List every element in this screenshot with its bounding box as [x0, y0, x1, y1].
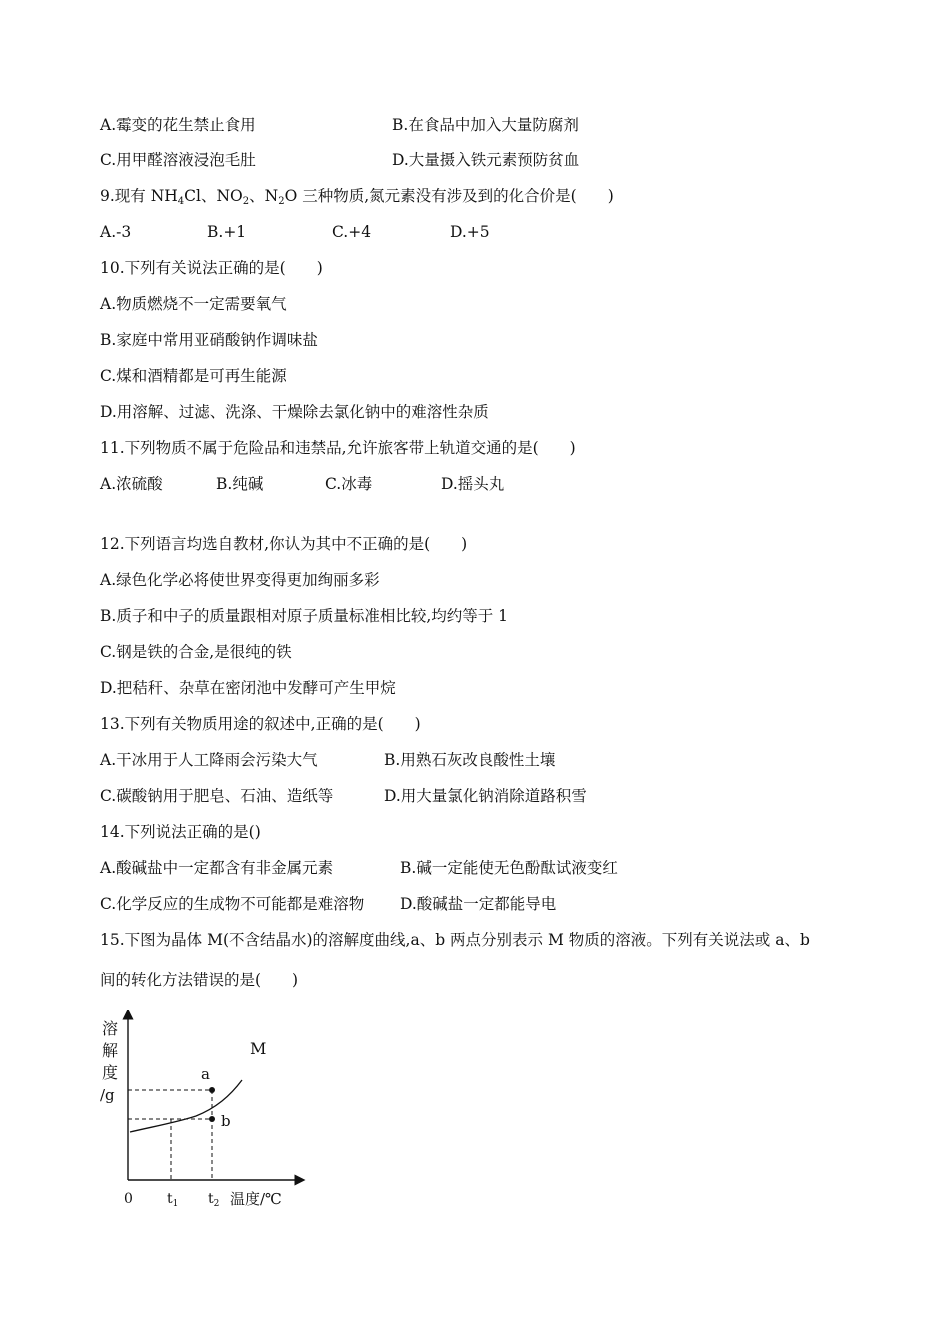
q9-stem-part: 9.现有 NH: [100, 187, 178, 205]
q9-option-b: B.+1: [207, 223, 247, 241]
x-axis-label: 温度/℃: [230, 1190, 282, 1208]
q13-option-b: B.用熟石灰改良酸性土壤: [384, 751, 556, 769]
q15-stem-line2: 间的转化方法错误的是( ): [100, 971, 299, 989]
q9-subscript: 2: [278, 196, 285, 207]
q8-option-b: B.在食品中加入大量防腐剂: [392, 116, 579, 134]
q13-option-c: C.碳酸钠用于肥皂、石油、造纸等: [100, 787, 334, 805]
origin-label: 0: [124, 1191, 133, 1207]
q11-option-a: A.浓硫酸: [100, 475, 163, 493]
q13-stem: 13.下列有关物质用途的叙述中,正确的是( ): [100, 715, 421, 733]
q9-option-d: D.+5: [450, 223, 490, 241]
q11-option-d: D.摇头丸: [441, 475, 505, 493]
q15-stem-line1: 15.下图为晶体 M(不含结晶水)的溶解度曲线,a、b 两点分别表示 M 物质的溶液。下列有关说法或 a、b: [100, 931, 810, 949]
q13-option-a: A.干冰用于人工降雨会污染大气: [100, 751, 318, 769]
q12-stem: 12.下列语言均选自教材,你认为其中不正确的是( ): [100, 535, 468, 553]
q12-option-c: C.钢是铁的合金,是很纯的铁: [100, 643, 292, 661]
q12-option-a: A.绿色化学必将使世界变得更加绚丽多彩: [100, 571, 380, 589]
q9-stem: [100, 186, 614, 206]
y-axis-label-char: 溶: [102, 1019, 119, 1038]
t1-label: [167, 1191, 178, 1209]
t2-base: t: [208, 1191, 214, 1207]
point-b-label: b: [221, 1112, 231, 1130]
q9-subscript: 4: [177, 196, 185, 207]
curve-label: M: [250, 1039, 267, 1058]
y-axis-label-char: 解: [102, 1041, 119, 1060]
point-a-label: a: [201, 1065, 210, 1083]
solubility-curve-figure: [96, 1010, 326, 1210]
q14-option-a: A.酸碱盐中一定都含有非金属元素: [100, 859, 334, 877]
point-a: [209, 1087, 215, 1093]
q14-option-b: B.碱一定能使无色酚酞试液变红: [400, 859, 618, 877]
q10-option-a: A.物质燃烧不一定需要氧气: [100, 295, 287, 313]
t1-subscript: 1: [172, 1199, 179, 1209]
q12-option-d: D.把秸秆、杂草在密闭池中发酵可产生甲烷: [100, 679, 396, 697]
q8-option-c: C.用甲醛溶液浸泡毛肚: [100, 151, 256, 169]
q8-option-d: D.大量摄入铁元素预防贫血: [392, 151, 580, 169]
point-b: [209, 1116, 215, 1122]
q9-option-a: A.-3: [100, 223, 132, 241]
q10-option-d: D.用溶解、过滤、洗涤、干燥除去氯化钠中的难溶性杂质: [100, 403, 489, 421]
q8-option-a: A.霉变的花生禁止食用: [100, 116, 256, 134]
q9-option-c: C.+4: [332, 223, 372, 241]
q9-stem-part: O 三种物质,氮元素没有涉及到的化合价是( ): [284, 187, 614, 205]
q14-option-c: C.化学反应的生成物不可能都是难溶物: [100, 895, 365, 913]
q9-stem-part: Cl、NO: [184, 187, 243, 205]
q11-option-c: C.冰毒: [325, 475, 373, 493]
q10-option-c: C.煤和酒精都是可再生能源: [100, 367, 287, 385]
q9-stem-part: 、N: [249, 187, 279, 205]
t2-subscript: 2: [213, 1199, 220, 1209]
t2-label: [208, 1191, 219, 1209]
q10-option-b: B.家庭中常用亚硝酸钠作调味盐: [100, 331, 318, 349]
y-axis-label-char: 度: [102, 1063, 119, 1082]
y-axis-label-unit: /g: [100, 1086, 115, 1104]
q13-option-d: D.用大量氯化钠消除道路积雪: [384, 787, 587, 805]
q10-stem: 10.下列有关说法正确的是( ): [100, 259, 323, 277]
q14-stem: 14.下列说法正确的是(): [100, 823, 261, 841]
q11-option-b: B.纯碱: [216, 475, 264, 493]
q14-option-d: D.酸碱盐一定都能导电: [400, 895, 557, 913]
t1-base: t: [167, 1191, 173, 1207]
q9-subscript: 2: [242, 196, 250, 207]
q11-stem: 11.下列物质不属于危险品和违禁品,允许旅客带上轨道交通的是( ): [100, 439, 576, 457]
q12-option-b: B.质子和中子的质量跟相对原子质量标准相比较,均约等于 1: [100, 607, 509, 625]
